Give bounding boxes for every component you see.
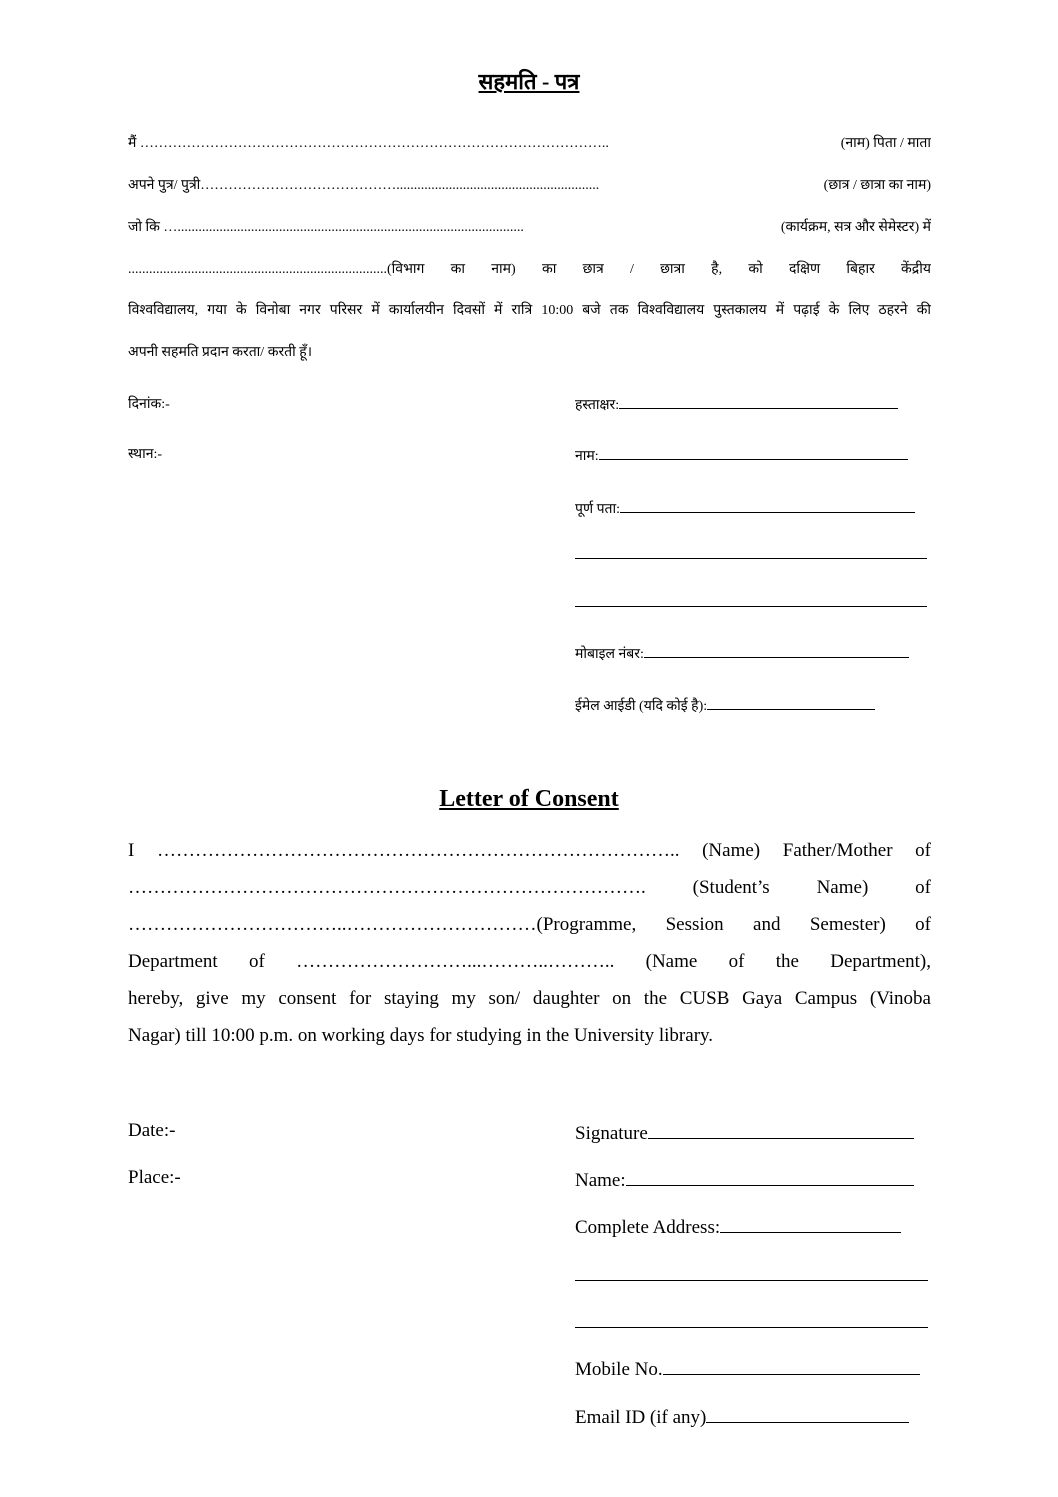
hindi-line-2-left: अपने पुत्र/ पुत्री…………………………………….......................................................... xyxy=(128,178,600,193)
hindi-line-1-right: (नाम) पिता / माता xyxy=(837,133,931,152)
english-mobile-label: Mobile No. xyxy=(575,1359,663,1380)
hindi-signature-field[interactable] xyxy=(575,394,898,414)
english-address-line-2[interactable] xyxy=(575,1280,928,1281)
english-email-label: Email ID (if any) xyxy=(575,1407,707,1428)
english-line-4: Department of ………………………...………..……….. (Name of the Department), xyxy=(128,951,931,972)
english-title: Letter of Consent xyxy=(439,786,619,812)
hindi-line-5: विश्वविद्यालय, गया के विनोबा नगर परिसर में कार्यालयीन दिवसों में रात्रि 10:00 बजे तक विश्वविद्यालय पुस्तकालय में पढ़ाई के लिए ठहरने की xyxy=(128,303,931,318)
hindi-line-4: ..........................................................................(विभाग का नाम) का छात्र / छात्रा है, को दक्षिण बिहार केंद्रीय xyxy=(128,262,931,277)
english-email-field[interactable] xyxy=(575,1404,909,1429)
english-mobile-line[interactable] xyxy=(663,1356,920,1375)
english-address-line-3[interactable] xyxy=(575,1327,928,1328)
hindi-mobile-line[interactable] xyxy=(644,643,909,658)
hindi-name-field[interactable] xyxy=(575,445,908,465)
hindi-name-line[interactable] xyxy=(599,445,908,460)
hindi-date-label: दिनांक:- xyxy=(128,397,170,412)
hindi-line-3-left: जो कि …................................................................................................... xyxy=(128,220,524,235)
hindi-mobile-label: मोबाइल नंबर: xyxy=(575,647,644,662)
hindi-signature-line[interactable] xyxy=(619,394,898,409)
hindi-line-2 xyxy=(128,175,931,194)
hindi-title: सहमति - पत्र xyxy=(478,69,580,94)
hindi-signature-label: हस्ताक्षर: xyxy=(575,398,620,413)
english-signature-field[interactable] xyxy=(575,1120,914,1145)
english-mobile-field[interactable] xyxy=(575,1356,920,1381)
english-line-1: I ……………………………………………………………………….. (Name) Father/Mother of xyxy=(128,840,931,861)
english-address-field[interactable] xyxy=(575,1214,901,1239)
hindi-line-3 xyxy=(128,217,931,236)
english-line-2: ………………………………………………………………………. (Student’s Name) of xyxy=(128,877,931,898)
english-signature-line[interactable] xyxy=(648,1120,914,1139)
hindi-email-label: ईमेल आईडी (यदि कोई है): xyxy=(575,699,708,714)
english-name-field[interactable] xyxy=(575,1167,914,1192)
english-line-5: hereby, give my consent for staying my son/ daughter on the CUSB Gaya Campus (Vinoba xyxy=(128,988,931,1009)
english-name-line[interactable] xyxy=(626,1167,914,1186)
english-address-line-1[interactable] xyxy=(720,1214,901,1233)
hindi-line-1 xyxy=(128,133,931,152)
hindi-line-1-left: मैं ……………………………………………………………………………………….. xyxy=(128,136,609,151)
hindi-email-field[interactable] xyxy=(575,695,875,715)
english-line-6: Nagar) till 10:00 p.m. on working days for studying in the University library. xyxy=(128,1025,714,1046)
hindi-address-line-2[interactable] xyxy=(575,558,927,559)
english-place-label: Place:- xyxy=(128,1167,181,1188)
hindi-mobile-field[interactable] xyxy=(575,643,909,663)
hindi-line-3-right: (कार्यक्रम, सत्र और सेमेस्टर) में xyxy=(777,217,931,236)
english-address-label: Complete Address: xyxy=(575,1217,721,1238)
hindi-address-line-3[interactable] xyxy=(575,606,927,607)
hindi-line-2-right: (छात्र / छात्रा का नाम) xyxy=(820,175,931,194)
english-date-label: Date:- xyxy=(128,1120,176,1141)
hindi-line-6: अपनी सहमति प्रदान करता/ करती हूँ। xyxy=(128,345,313,360)
english-name-label: Name: xyxy=(575,1170,626,1191)
hindi-place-label: स्थान:- xyxy=(128,447,163,462)
english-line-3: ……………………………..…………………………(Programme, Session and Semester) of xyxy=(128,914,931,935)
english-email-line[interactable] xyxy=(706,1404,909,1423)
hindi-email-line[interactable] xyxy=(707,695,875,710)
hindi-name-label: नाम: xyxy=(575,449,599,464)
hindi-address-line-1[interactable] xyxy=(620,498,915,513)
english-signature-label: Signature xyxy=(575,1123,648,1144)
hindi-address-field[interactable] xyxy=(575,498,915,518)
hindi-address-label: पूर्ण पता: xyxy=(575,502,621,517)
